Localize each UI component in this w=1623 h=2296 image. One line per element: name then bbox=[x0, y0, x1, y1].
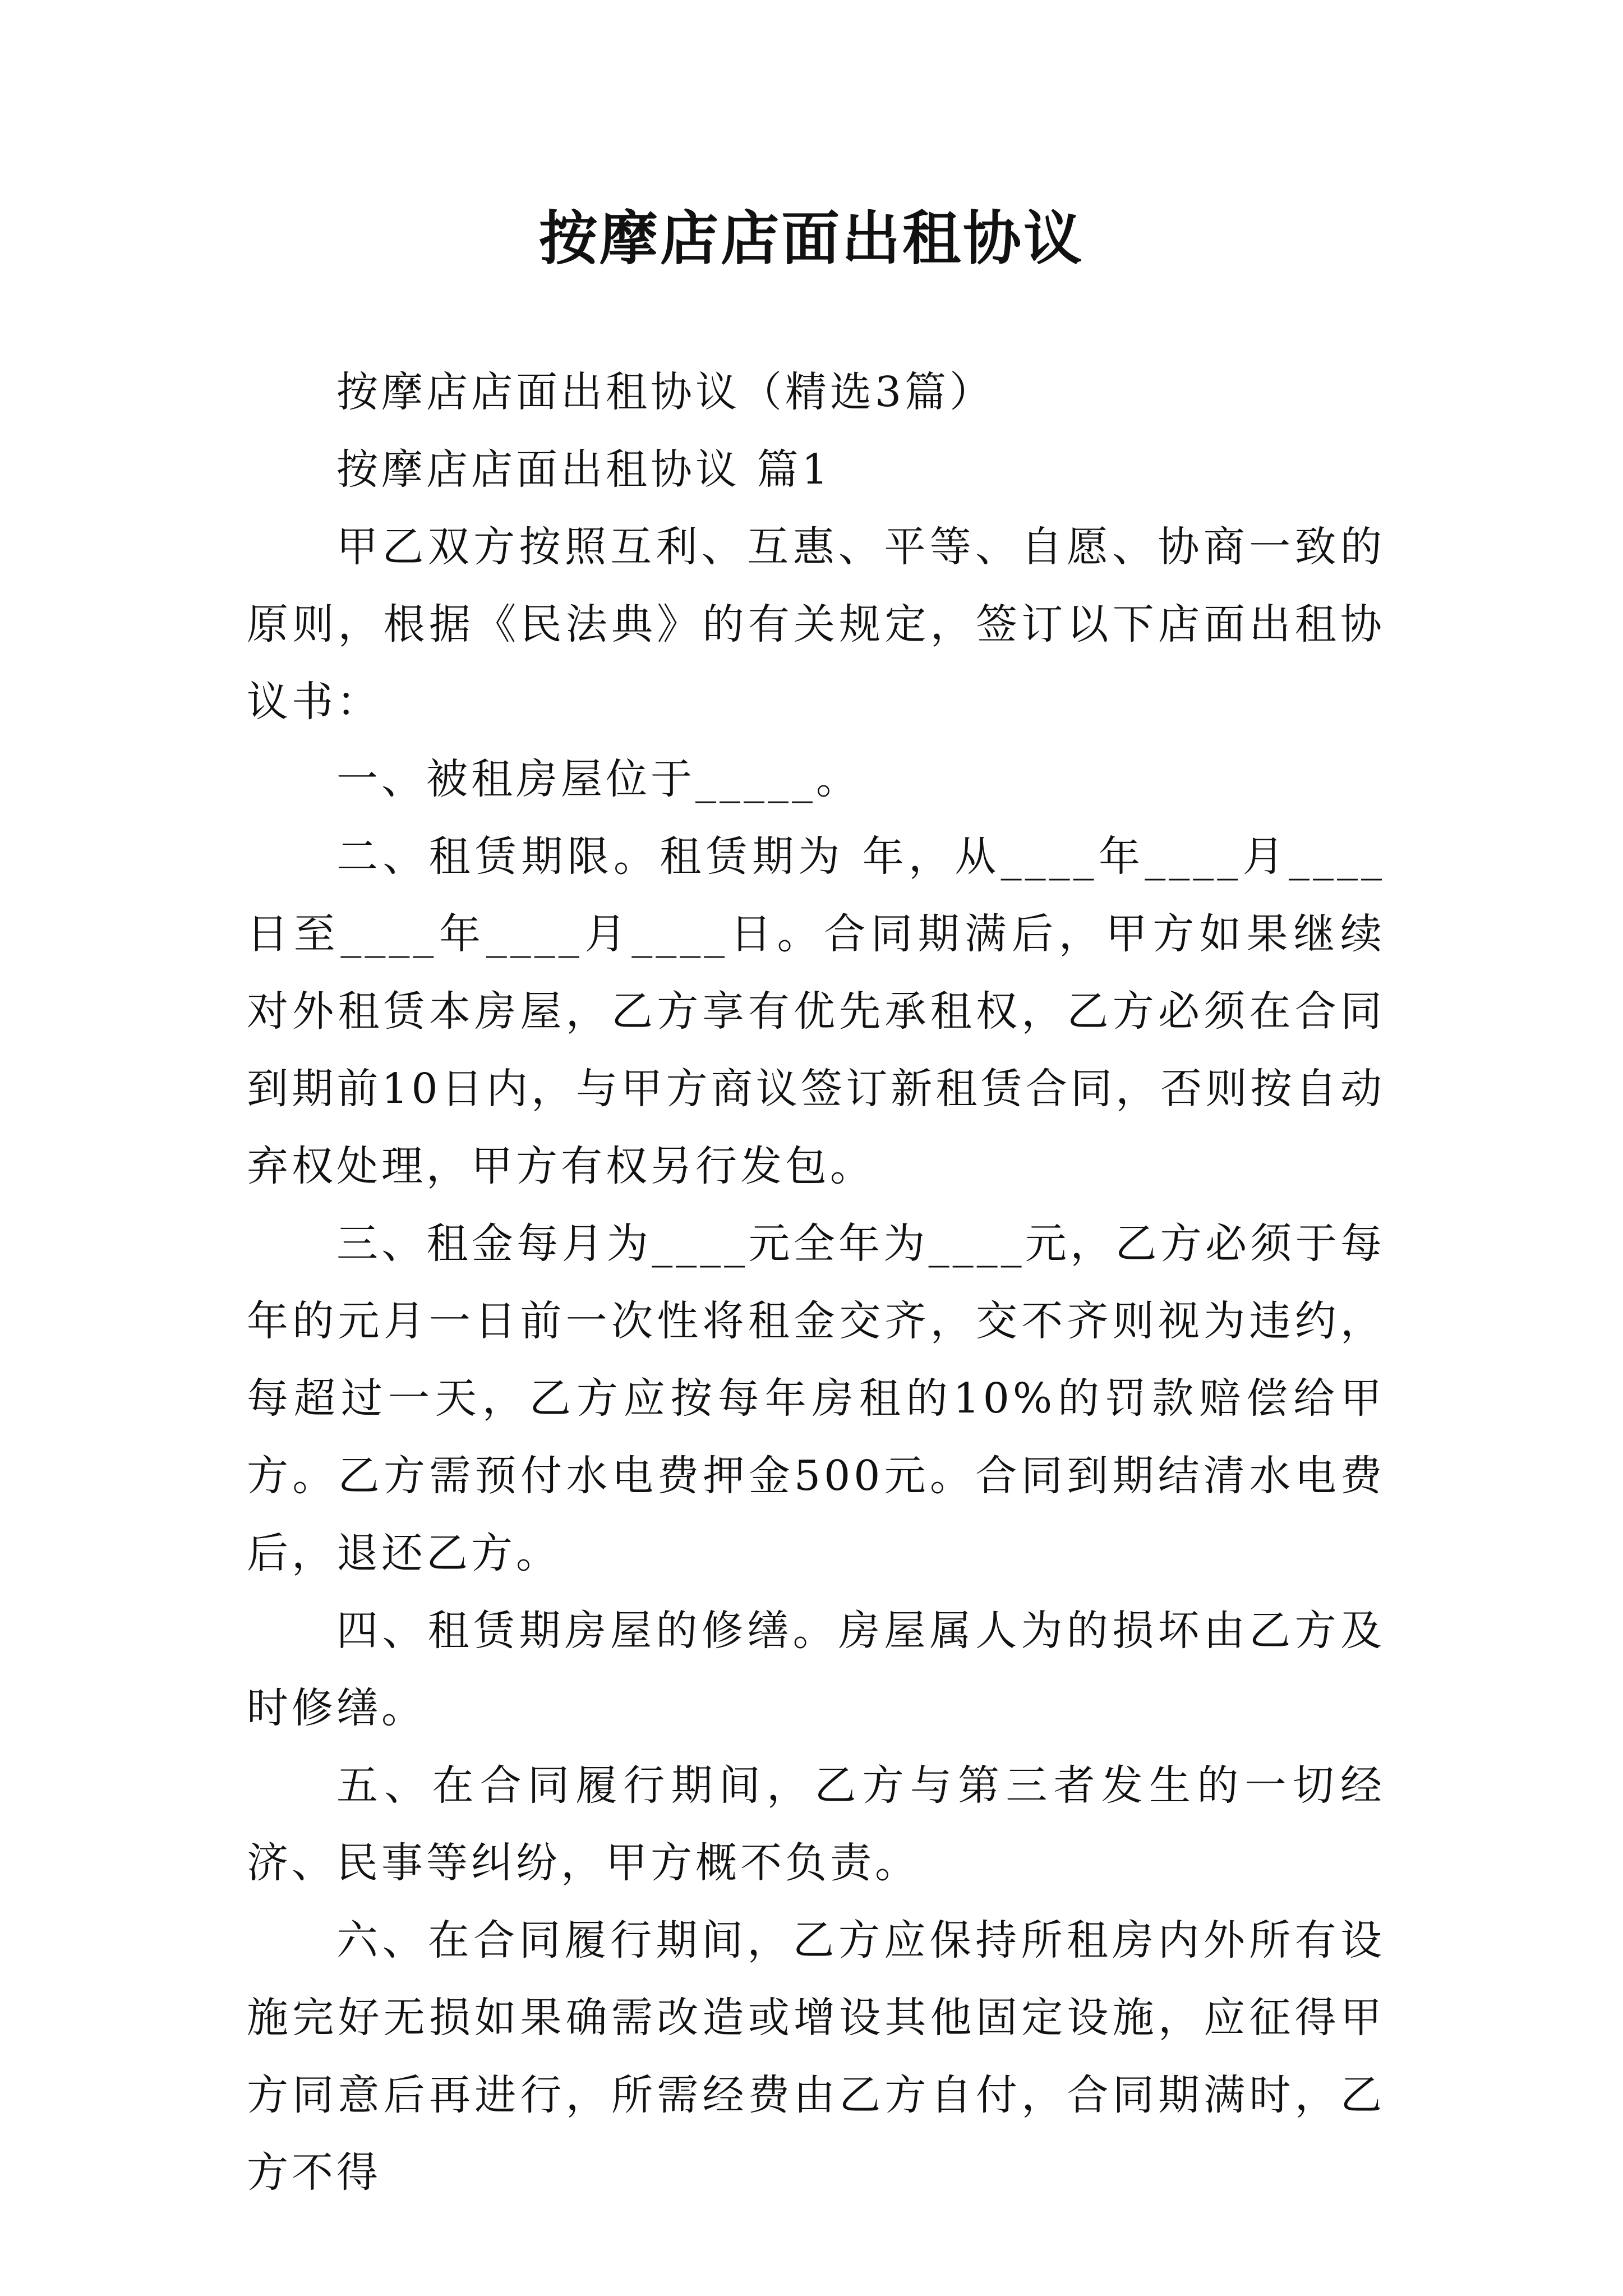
paragraph-preamble: 甲乙双方按照互利、互惠、平等、自愿、协商一致的原则，根据《民法典》的有关规定，签订以下店面出租协议书： bbox=[247, 523, 1385, 726]
paragraph-clause-4: 四、租赁期房屋的修缮。房屋属人为的损坏由乙方及时修缮。 bbox=[247, 1607, 1385, 1732]
paragraph-clause-5: 五、在合同履行期间，乙方与第三者发生的一切经济、民事等纠纷，甲方概不负责。 bbox=[247, 1761, 1385, 1887]
paragraph-clause-2: 二、租赁期限。租赁期为 年，从____年____月____日至____年____月____日。合同期满后，甲方如果继续对外租赁本房屋，乙方享有优先承租权，乙方必须在合同到期前10日内，与甲方商议签订新租赁合同，否则按自动弃权处理，甲方有权另行发包。 bbox=[247, 832, 1385, 1190]
paragraph-clause-6: 六、在合同履行期间，乙方应保持所租房内外所有设施完好无损如果确需改造或增设其他固定设施，应征得甲方同意后再进行，所需经费由乙方自付，合同期满时，乙方不得 bbox=[247, 1916, 1385, 2197]
document-title: 按摩店店面出租协议 bbox=[538, 204, 1084, 273]
paragraph-section-heading: 按摩店店面出租协议 篇1 bbox=[336, 445, 832, 494]
document-body bbox=[247, 353, 1385, 2211]
paragraph-subtitle: 按摩店店面出租协议（精选3篇） bbox=[336, 368, 995, 416]
paragraph-clause-1: 一、被租房屋位于_____。 bbox=[336, 755, 861, 803]
paragraph-clause-3: 三、租金每月为____元全年为____元，乙方必须于每年的元月一日前一次性将租金交齐，交不齐则视为违约，每超过一天，乙方应按每年房租的10%的罚款赔偿给甲方。乙方需预付水电费押金500元。合同到期结清水电费后，退还乙方。 bbox=[247, 1220, 1385, 1577]
